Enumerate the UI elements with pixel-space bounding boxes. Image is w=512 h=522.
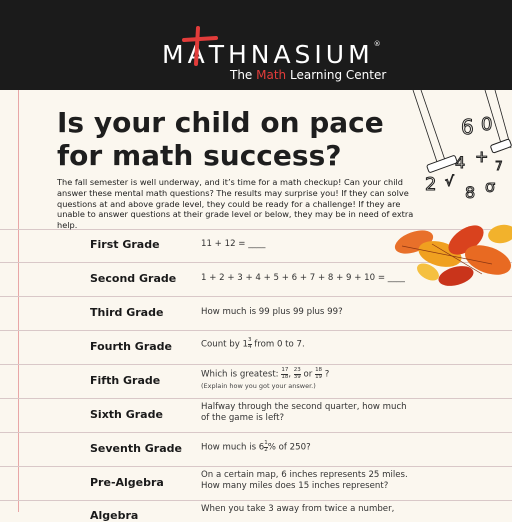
fraction-denominator: 19 xyxy=(315,373,323,380)
question-text-end: from 0 to 7. xyxy=(251,339,305,350)
question-text: or xyxy=(300,369,316,380)
tagline-text-end: Learning Center xyxy=(286,68,387,82)
question-fifth-grade: Which is greatest: $\frac{17}{18}$ , $\frac{23}{39}$ or $\frac{18}{19}$ ? (Explain how you got your answer.) xyxy=(201,368,421,392)
tagline-text: The xyxy=(230,68,257,82)
ruled-line xyxy=(0,364,512,365)
question-fourth-grade xyxy=(201,338,421,351)
question-text-end: ? xyxy=(322,369,330,380)
page-title: Is your child on pace for math success? xyxy=(57,106,384,172)
ruled-line xyxy=(0,398,512,399)
question-note: (Explain how you got your answer.) xyxy=(201,381,316,390)
svg-text:2: 2 xyxy=(425,174,437,195)
logo xyxy=(162,40,381,69)
question-text-end: % of 250? xyxy=(267,442,311,453)
fraction-denominator: 2 xyxy=(264,446,268,453)
question-text: Which is greatest: xyxy=(201,369,282,380)
fraction-denominator: 18 xyxy=(281,373,289,380)
svg-text:4: 4 xyxy=(455,153,466,172)
grade-label-fifth: Fifth Grade xyxy=(90,374,161,387)
svg-text:σ: σ xyxy=(485,177,496,196)
question-text: How much is 6 xyxy=(201,442,265,453)
ruled-line xyxy=(0,330,512,331)
fraction-numerator: 17 xyxy=(281,367,289,373)
margin-line xyxy=(18,90,19,512)
intro-paragraph: The fall semester is well underway, and it’s time for a math checkup! Can your child answer these mental math questions? The results may surprise you! If they can solve questions at and above grade level, they could be ready for a challenge! If they are unable to answer questions at their grade level or below, they may be in need of extra help. xyxy=(57,177,414,231)
question-sixth-grade: Halfway through the second quarter, how much of the game is left? xyxy=(201,402,407,423)
grade-label-seventh: Seventh Grade xyxy=(90,442,182,455)
svg-text:6: 6 xyxy=(461,115,474,139)
fraction-numerator: 18 xyxy=(315,367,323,373)
svg-text:√: √ xyxy=(445,174,454,190)
logo-letter-a: A xyxy=(187,40,209,69)
ruled-line xyxy=(0,296,512,297)
fraction-numerator: 1 xyxy=(264,440,268,446)
fraction xyxy=(281,368,288,380)
svg-text:0: 0 xyxy=(481,114,493,135)
grade-label-algebra: Algebra xyxy=(90,509,139,522)
question-third-grade: How much is 99 plus 99 plus 99? xyxy=(201,307,343,317)
question-algebra: When you take 3 away from twice a number, xyxy=(201,504,395,514)
question-seventh-grade xyxy=(201,441,421,454)
tagline xyxy=(230,68,386,82)
plus-icon xyxy=(182,26,218,66)
question-pre-algebra: On a certain map, 6 inches represents 25 miles. How many miles does 15 inches represent? xyxy=(201,470,408,491)
fraction-denominator: 4 xyxy=(248,343,252,350)
grade-label-second: Second Grade xyxy=(90,272,177,285)
ruled-line xyxy=(0,500,512,501)
logo-text-rest: THNASIUM xyxy=(208,40,374,69)
grade-label-pre-algebra: Pre-Algebra xyxy=(90,476,164,489)
header-bar xyxy=(0,0,512,90)
svg-text:7: 7 xyxy=(495,159,503,173)
logo-text: M xyxy=(162,40,188,69)
grade-label-third: Third Grade xyxy=(90,306,164,319)
logo-a-plus xyxy=(188,40,209,69)
fraction-numerator: 3 xyxy=(248,337,252,343)
grade-label-fourth: Fourth Grade xyxy=(90,340,173,353)
grade-label-sixth: Sixth Grade xyxy=(90,408,163,421)
ruled-line xyxy=(0,466,512,467)
tagline-accent: Math xyxy=(256,68,287,82)
fraction xyxy=(315,368,322,380)
fraction-numerator: 23 xyxy=(293,367,301,373)
question-second-grade: 1 + 2 + 3 + 4 + 5 + 6 + 7 + 8 + 9 + 10 = ____ xyxy=(201,273,405,283)
fraction-denominator: 39 xyxy=(293,373,301,380)
grade-label-first: First Grade xyxy=(90,238,160,251)
question-first-grade: 11 + 12 = ____ xyxy=(201,239,266,249)
fraction xyxy=(294,368,301,380)
svg-text:8: 8 xyxy=(465,183,476,202)
ruled-line xyxy=(0,432,512,433)
question-text: Count by 1 xyxy=(201,339,248,350)
svg-text:+: + xyxy=(475,147,489,166)
registered-mark: ® xyxy=(373,40,381,48)
